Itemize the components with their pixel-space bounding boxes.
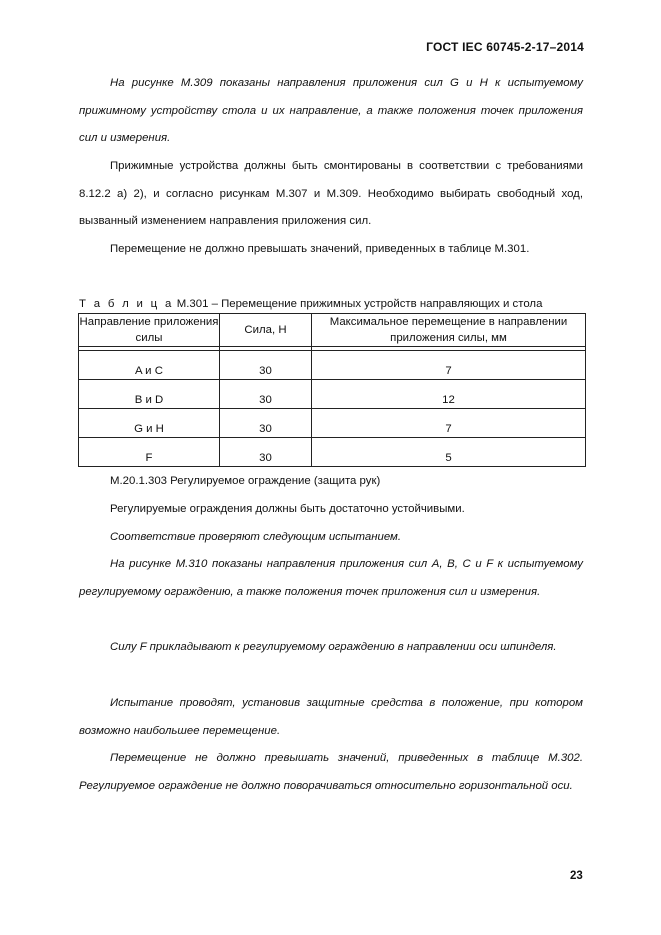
cell-force: 30: [220, 409, 312, 438]
cell-displacement: 7: [312, 409, 586, 438]
document-code-header: ГОСТ IEC 60745-2-17–2014: [426, 40, 584, 54]
cell-force: 30: [220, 380, 312, 409]
header-max-displacement: Максимальное перемещение в направлении приложения силы, мм: [312, 314, 586, 347]
cell-direction: F: [79, 438, 220, 467]
table-caption-text: М.301 – Перемещение прижимных устройств направляющих и стола: [176, 298, 543, 310]
paragraph-compliance-check: Соответствие проверяют следующим испытанием.: [110, 531, 402, 543]
table-row: [79, 380, 586, 409]
displacement-table: [78, 313, 586, 467]
cell-force: 30: [220, 351, 312, 380]
paragraph-displacement-table-ref: Перемещение не должно превышать значений, приведенных в таблице М.301.: [110, 243, 530, 255]
paragraph-mounting: Прижимные устройства должны быть смонтированы в соответствии с требованиями 8.12.2 а) 2), и согласно рисункам М.307 и М.309. Необходимо выбирать свободный ход, вызванный изменением направления приложения сил.: [79, 160, 583, 228]
paragraph-test-procedure: Испытание проводят, установив защитные средства в положение, при котором возможно наибольшее перемещение.: [79, 697, 583, 737]
section-heading-adjustable-guard: М.20.1.303 Регулируемое ограждение (защита рук): [110, 475, 381, 487]
table-row: [79, 438, 586, 467]
cell-direction: B и D: [79, 380, 220, 409]
table-row: [79, 351, 586, 380]
cell-force: 30: [220, 438, 312, 467]
paragraph-guard-stability: Регулируемые ограждения должны быть достаточно устойчивыми.: [110, 503, 465, 515]
table-header-row: [79, 314, 586, 347]
cell-displacement: 12: [312, 380, 586, 409]
cell-displacement: 5: [312, 438, 586, 467]
table-caption: [79, 298, 542, 310]
header-direction: Направление приложения силы: [79, 314, 220, 347]
paragraph-force-f: Силу F прикладывают к регулируемому ограждению в направлении оси шпинделя.: [110, 641, 557, 653]
page-number: 23: [570, 870, 583, 882]
header-force: Сила, Н: [220, 314, 312, 347]
paragraph-figure-m310: На рисунке М.310 показаны направления приложения сил A, B, C и F к испытуемому регулируемому ограждению, а также положения точек приложения сил и измерения.: [79, 558, 583, 598]
cell-direction: A и C: [79, 351, 220, 380]
paragraph-displacement-limit: Перемещение не должно превышать значений, приведенных в таблице М.302. Регулируемое ограждение не должно поворачиваться относительно горизонтальной оси.: [79, 752, 583, 792]
table-caption-label: Т а б л и ц а: [79, 298, 174, 310]
paragraph-figure-m309: На рисунке М.309 показаны направления приложения сил G и H к испытуемому прижимному устройству стола и их направление, а также положения точек приложения сил и измерения.: [79, 77, 583, 145]
cell-direction: G и H: [79, 409, 220, 438]
table-row: [79, 409, 586, 438]
cell-displacement: 7: [312, 351, 586, 380]
